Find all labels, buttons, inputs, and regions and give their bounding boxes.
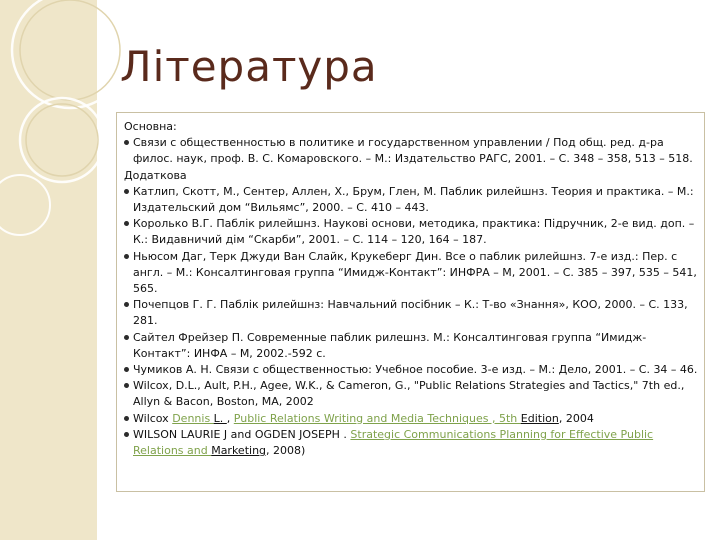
reference-text: Связи с общественностью в политике и государственном управлении / Под общ. ред. д-ра филос. наук, проф. В. С. Комаровского. – М.: Издательство РАГС, 2001. – С. 348 – 358, 513 – 518.: [133, 136, 693, 166]
reference-text: Чумиков А. Н. Связи с общественностью: Учебное пособие. 3-е изд. – М.: Дело, 2001. – С. 34 – 46.: [133, 363, 698, 377]
list-item: [124, 362, 698, 378]
bullet-icon: [124, 335, 129, 340]
reference-text: Ньюсом Даг, Терк Джуди Ван Слайк, Крукеберг Дин. Все о паблик рилейшнз. 7-е изд.: Пер. с англ. – М.: Консалтинговая группа “Имидж-Контакт”: ИНФРА – М, 2001. – С. 385 – 397, 535 – 541, 565.: [133, 249, 697, 296]
list-item: [124, 135, 698, 167]
reference-prefix: Wilcox: [133, 411, 173, 425]
list-item: [124, 378, 698, 410]
list-item: [124, 427, 698, 459]
reference-text: Почепцов Г. Г. Паблік рилейшнз: Навчальний посібник – К.: Т-во «Знання», КОО, 2000. – С. 133, 281.: [133, 298, 688, 328]
list-item: [124, 297, 698, 329]
bullet-icon: [124, 140, 129, 145]
bullet-icon: [124, 416, 129, 421]
book-title-link[interactable]: Public Relations Writing and Media Techniques , 5th: [233, 411, 521, 425]
reference-suffix: , 2004: [558, 411, 594, 425]
bullet-icon: [124, 254, 129, 259]
separator-text: ,: [226, 411, 234, 425]
bullet-icon: [124, 383, 129, 388]
list-item: [124, 330, 698, 362]
bullet-icon: [124, 367, 129, 372]
slide-title: Література: [120, 42, 378, 91]
list-item: [124, 216, 698, 248]
reference-text: Катлип, Скотт, М., Сентер, Аллен, Х., Брум, Глен, М. Паблик рилейшнз. Теория и практика. – М.: Издательский дом “Вильямс”, 2000. – С. 410 – 443.: [133, 184, 694, 215]
list-item: [124, 411, 698, 427]
marketing-link[interactable]: Marketing: [211, 444, 267, 458]
reference-suffix: , 2008): [266, 444, 306, 458]
bullet-icon: [124, 302, 129, 307]
references-box: [116, 112, 705, 492]
author-initial-link[interactable]: L.: [213, 411, 227, 425]
list-item: [124, 249, 698, 298]
edition-link[interactable]: Edition: [520, 411, 559, 425]
bullet-icon: [124, 432, 129, 437]
author-link[interactable]: Dennis: [172, 411, 214, 425]
list-item: [124, 184, 698, 216]
reference-text: Сайтел Фрейзер П. Современные паблик рилешнз. М.: Консалтинговая группа “Имидж-Контакт”: ИНФА – М, 2002.-592 с.: [133, 330, 647, 360]
reference-prefix: WILSON LAURIE J and OGDEN JOSEPH .: [133, 427, 351, 441]
book-title-link[interactable]: Strategic Communications Planning for Effective Public Relations and: [133, 427, 654, 458]
bullet-icon: [124, 189, 129, 194]
reference-text: Королько В.Г. Паблік рилейшнз. Наукові основи, методика, практика: Підручник, 2-е вид. доп. – К.: Видавничий дім “Скарби”, 2001. – С. 114 – 120, 164 – 187.: [133, 217, 695, 247]
reference-text: Wilcox, D.L., Ault, P.H., Agee, W.K., & Cameron, G., "Public Relations Strategies and Tactics," 7th ed., Allyn & Bacon, Boston, MA, 2002: [133, 379, 685, 409]
section-main-label: Основна:: [124, 120, 177, 133]
bullet-icon: [124, 221, 129, 226]
section-extra-label: Додаткова: [124, 168, 187, 182]
